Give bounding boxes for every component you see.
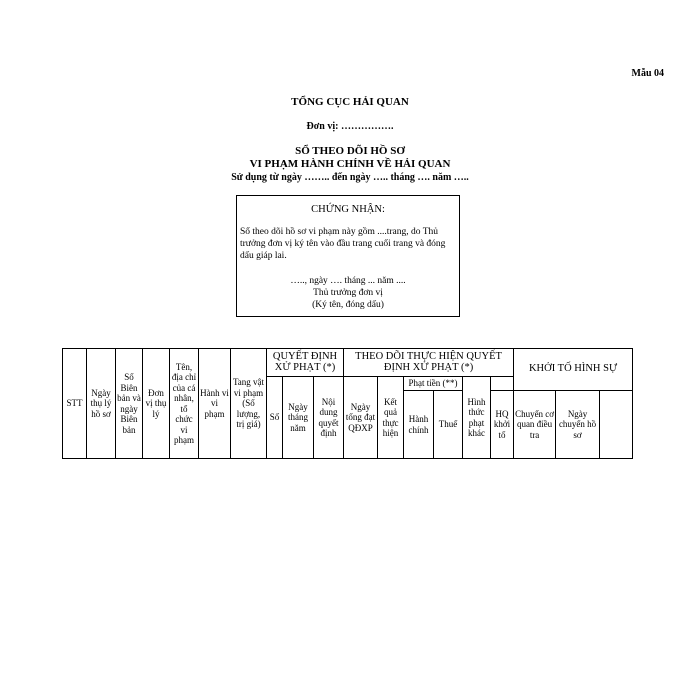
- header-stt: STT: [63, 349, 87, 459]
- form-code: Mẫu 04: [631, 68, 664, 79]
- header-violator: Tên, địa chỉ của cá nhân, tổ chức vi phạm: [170, 349, 199, 459]
- certification-body: Sổ theo dõi hồ sơ vi phạm này gồm ....trang, do Thủ trưởng đơn vị ký tên vào đầu trang cuối trang và đóng dấu giáp lai.: [240, 227, 446, 261]
- header-fine-administrative: Hành chính: [404, 391, 434, 459]
- ledger-table: [62, 348, 633, 459]
- page-subtitle: VI PHẠM HÀNH CHÍNH VỀ HẢI QUAN: [249, 158, 451, 170]
- header-execution-result: Kết quả thực hiện: [378, 377, 404, 459]
- certification-title: CHỨNG NHẬN:: [311, 204, 385, 215]
- certification-box: [236, 195, 460, 317]
- header-record-no: Số Biên bản và ngày Biên bản: [116, 349, 143, 459]
- header-decision-content: Nội dung quyết định: [314, 377, 344, 459]
- certification-sign-note: (Ký tên, đóng dấu): [312, 300, 384, 310]
- unit-label: Đơn vị: …………….: [306, 121, 394, 132]
- header-penalty-decision-group: QUYẾT ĐỊNH XỬ PHẠT (*): [267, 349, 344, 377]
- header-fine-group: Phạt tiền (**): [404, 377, 463, 391]
- certification-signer: Thủ trưởng đơn vị: [313, 288, 383, 298]
- header-exhibits: Tang vật vi phạm (Số lượng, trị giá): [231, 349, 267, 459]
- header-other-penalty: Hình thức phạt khác: [463, 377, 491, 459]
- header-transfer-agency: Chuyển cơ quan điều tra: [514, 391, 556, 459]
- header-violation: Hành vi vi phạm: [199, 349, 231, 459]
- certification-date: ….., ngày …. tháng ... năm ....: [290, 276, 406, 286]
- header-fine-tax: Thuế: [434, 391, 463, 459]
- agency-name: TỔNG CỤC HẢI QUAN: [291, 96, 409, 108]
- header-transfer-date: Ngày chuyển hồ sơ: [556, 391, 600, 459]
- usage-period: Sử dụng từ ngày …….. đến ngày ….. tháng …. năm …..: [231, 172, 469, 183]
- header-received-date: Ngày thụ lý hồ sơ: [87, 349, 116, 459]
- header-prosecution-group: KHỞI TỐ HÌNH SỰ: [514, 349, 633, 391]
- header-delivery-date: Ngày tống đạt QĐXP: [344, 377, 378, 459]
- header-customs-prosecuted: HQ khởi tố: [491, 391, 514, 459]
- header-execution-group: THEO DÕI THỰC HIỆN QUYẾT ĐỊNH XỬ PHẠT (*): [344, 349, 514, 377]
- page-title: SỔ THEO DÕI HỒ SƠ: [295, 145, 405, 157]
- notes-empty-cell: [600, 391, 633, 459]
- header-decision-date: Ngày tháng năm: [283, 377, 314, 459]
- header-decision-no: Số: [267, 377, 283, 459]
- header-handling-unit: Đơn vị thụ lý: [143, 349, 170, 459]
